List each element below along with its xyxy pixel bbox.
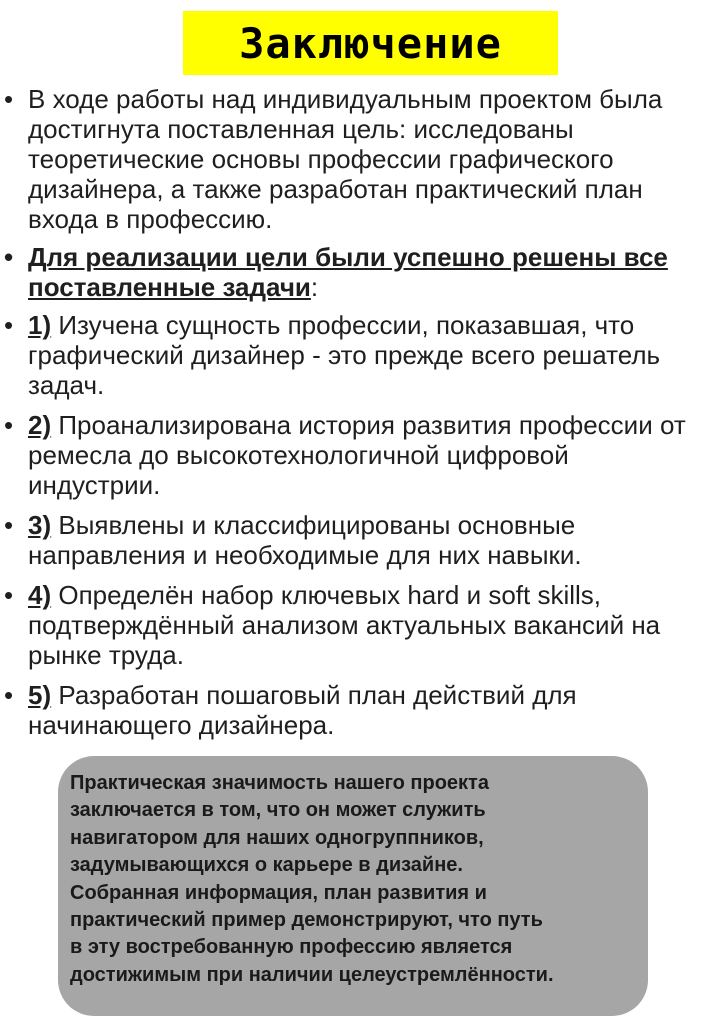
title-banner: [183, 11, 558, 75]
task-text: рынке труда.: [28, 640, 184, 670]
list-item-tasks-heading: [4, 242, 708, 302]
task-text: подтверждённый анализом актуальных вакансий на: [28, 610, 661, 640]
intro-line: достигнута поставленная цель: исследованы: [28, 114, 574, 144]
list-item-task-3: [4, 510, 708, 570]
task-text: Проанализирована история развития профессии от: [51, 410, 686, 440]
note-line: Собранная информация, план развития и: [70, 881, 487, 904]
list-item-task-1: [4, 310, 708, 400]
task-number: 3): [28, 510, 52, 540]
task-text: Выявлены и классифицированы основные: [51, 510, 576, 540]
task-text: начинающего дизайнера.: [28, 710, 335, 740]
task-text: графический дизайнер - это прежде всего решатель: [28, 340, 661, 370]
list-item-task-4: [4, 580, 708, 670]
task-text: ремесла до высокотехнологичной цифровой: [28, 440, 569, 470]
intro-line: входа в профессию.: [28, 204, 273, 234]
task-text: направления и необходимые для них навыки.: [28, 540, 582, 570]
intro-line: дизайнера, а также разработан практический план: [28, 174, 643, 204]
bullet-icon: •: [4, 310, 14, 340]
page-title: Заключение: [239, 18, 502, 68]
note-line: навигатором для наших одногруппников,: [70, 826, 484, 849]
list-item-intro: [4, 84, 708, 234]
intro-line: теоретические основы профессии графического: [28, 144, 614, 174]
note-line: заключается в том, что он может служить: [70, 799, 486, 822]
bullet-icon: •: [4, 410, 14, 440]
conclusion-list: [4, 84, 708, 740]
task-number: 5): [28, 680, 52, 710]
note-line: Практическая значимость нашего проекта: [70, 772, 489, 794]
tasks-heading-line: Для реализации цели были успешно решены все: [28, 242, 668, 272]
note-line: задумывающихся о карьере в дизайне.: [70, 854, 463, 877]
task-text: индустрии.: [28, 470, 161, 500]
list-item-task-5: [4, 680, 708, 740]
task-text: задач.: [28, 370, 105, 400]
tasks-heading-colon: :: [310, 272, 319, 302]
bullet-icon: •: [4, 680, 14, 710]
significance-note: [58, 756, 648, 1016]
note-line: в эту востребованную профессию является: [70, 936, 513, 959]
task-text: Изучена сущность профессии, показавшая, что: [51, 310, 635, 340]
task-number: 1): [28, 310, 52, 340]
task-number: 2): [28, 410, 52, 440]
intro-line: В ходе работы над индивидуальным проектом была: [28, 84, 663, 114]
task-number: 4): [28, 580, 52, 610]
bullet-icon: •: [4, 510, 14, 540]
task-text: Определён набор ключевых hard и soft skills,: [51, 580, 602, 610]
note-line: достижимым при наличии целеустремлённости.: [70, 963, 554, 986]
task-text: Разработан пошаговый план действий для: [51, 680, 577, 710]
bullet-icon: •: [4, 84, 14, 114]
bullet-icon: •: [4, 580, 14, 610]
tasks-heading-line: поставленные задачи: [28, 272, 311, 302]
bullet-icon: •: [4, 242, 14, 272]
list-item-task-2: [4, 410, 708, 500]
note-line: практический пример демонстрируют, что путь: [70, 909, 543, 932]
